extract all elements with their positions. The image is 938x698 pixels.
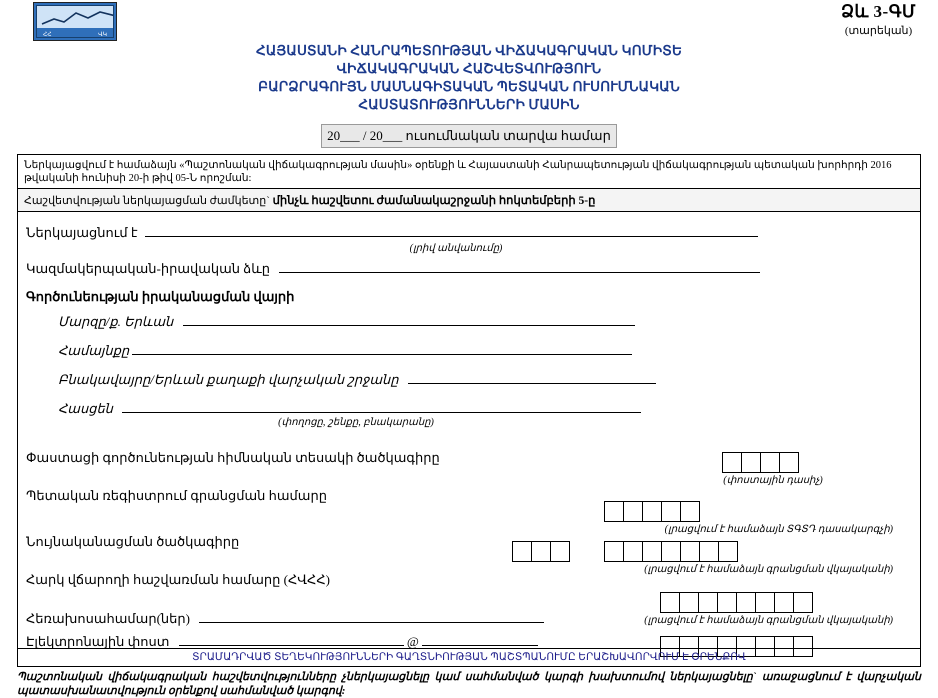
phone-label: Հեռախոսահամար(ներ)	[26, 611, 190, 626]
penalty-note: Պաշտոնական վիճակագրական հաշվետվությունները չներկայացնելը կամ սահմանված կարգի խախտումով ներկայացնելը` առաջացնում է վարչական պատասխանատվություն օրենքով սահմանված կարգով:	[17, 671, 921, 697]
page-header	[0, 0, 938, 40]
field-activity-code	[26, 450, 912, 466]
submitted-by-caption: (լրիվ անվանումը)	[409, 243, 503, 254]
email-label: Էլեկտրոնային փոստ	[26, 634, 170, 649]
title-line-4: ՀԱՍՏԱՏՈՒԹՅՈՒՆՆԵՐԻ ՄԱՍԻՆ	[358, 97, 580, 112]
identification-code-caption: (լրացվում է համաձայն գրանցման վկայականի)	[644, 615, 893, 626]
logo-left-label: ՀՀ	[43, 32, 52, 38]
field-taxpayer-number	[26, 572, 912, 588]
marz-label: Մարզը/ք. Երևան	[58, 314, 174, 329]
field-submitted-by	[26, 224, 912, 241]
activity-code-boxes[interactable]	[604, 501, 700, 522]
title-line-3: ԲԱՐՁՐԱԳՈՒՅՆ ՄԱՍՆԱԳԻՏԱԿԱՆ ՊԵՏԱԿԱՆ ՈՒՍՈՒՄՆԱԿԱՆ	[258, 79, 680, 94]
activity-code-cell[interactable]	[661, 501, 681, 522]
academic-year-field[interactable]: 20___ / 20___ ուսումնական տարվա համար	[321, 124, 617, 148]
submitted-by-input[interactable]	[145, 224, 758, 237]
identification-code-label: Նույնականացման ծածկագիրը	[26, 534, 240, 549]
field-settlement	[26, 371, 912, 388]
deadline-value: մինչև հաշվետու ժամանակաշրջանի հոկտեմբերի 5-ը	[272, 195, 596, 207]
title-line-1: ՀԱՅԱՍՏԱՆԻ ՀԱՆՐԱՊԵՏՈՒԹՅԱՆ ՎԻՃԱԿԱԳՐԱԿԱՆ ԿՈՄԻՏԵ	[255, 43, 683, 58]
address-input[interactable]	[122, 400, 641, 413]
form-code: Ձև 3-ԳՄ	[841, 2, 916, 21]
statistical-committee-logo	[33, 2, 117, 41]
marz-input[interactable]	[183, 313, 635, 326]
email-at-symbol: @	[406, 634, 419, 649]
address-caption: (փողոցը, շենքը, բնակարանը)	[278, 417, 434, 428]
field-state-registration	[26, 488, 912, 504]
email-input-domain[interactable]	[422, 633, 538, 646]
deadline-prefix: Հաշվետվության ներկայացման ժամկետը`	[24, 195, 273, 207]
logo-right-label: ՎԿ	[98, 32, 107, 38]
state-registration-label: Պետական ռեգիստրում գրանցման համարը	[26, 488, 327, 503]
postal-code-caption: (փոստային դասիչ)	[723, 475, 823, 486]
field-community	[26, 342, 912, 359]
submitted-by-label: Ներկայացնում է	[26, 225, 138, 240]
activity-code-label: Փաստացի գործունեության հիմնական տեսակի ծածկագիրը	[26, 450, 440, 465]
chart-line-icon	[40, 10, 114, 27]
activity-code-cell[interactable]	[642, 501, 662, 522]
submission-deadline	[18, 189, 920, 212]
activity-code-cell[interactable]	[680, 501, 700, 522]
activity-place-heading	[26, 289, 912, 305]
legal-note: Ներկայացվում է համաձայն «Պաշտոնական վիճակագրության մասին» օրենքի և Հայաստանի Հանրապետության վիճակագրության պետական խորհրդի 2016 թվականի հունիսի 20-ի թիվ 05-Ն որոշման:	[18, 155, 920, 189]
confidentiality-bar: ՏՐԱՄԱԴՐՎԱԾ ՏԵՂԵԿՈՒԹՅՈՒՆՆԵՐԻ ԳԱՂՏՆԻՈՒԹՅԱՆ ՊԱՇՏՊԱՆՈՒՄԸ ԵՐԱՇԽԱՎՈՐՎՈՒՄ Է ՕՐԵՆՔՈՎ	[18, 648, 920, 666]
activity-place-label: Գործունեության իրականացման վայրի	[26, 289, 295, 304]
field-marz	[26, 313, 912, 330]
state-registration-caption: (լրացվում է համաձայն գրանցման վկայականի)	[644, 564, 893, 575]
form-code-subtitle: (տարեկան)	[844, 25, 913, 37]
settlement-input[interactable]	[408, 371, 656, 384]
settlement-label: Բնակավայրը/Երևան քաղաքի վարչական շրջանը	[58, 372, 399, 387]
form-fields	[18, 212, 920, 650]
phone-input[interactable]	[199, 610, 544, 623]
field-address	[26, 400, 912, 417]
legal-form-label: Կազմակերպական-իրավական ձևը	[26, 261, 270, 276]
activity-code-caption: (լրացվում է համաձայն ՏԳՏԴ դասակարգչի)	[664, 524, 893, 535]
activity-code-cell[interactable]	[623, 501, 643, 522]
field-identification-code	[26, 534, 912, 550]
activity-code-cell[interactable]	[604, 501, 624, 522]
legal-form-input[interactable]	[279, 260, 760, 273]
field-legal-form	[26, 260, 912, 277]
community-input[interactable]	[132, 342, 632, 355]
address-label: Հասցեն	[58, 401, 113, 416]
page-title	[0, 42, 938, 114]
email-input-local[interactable]	[179, 633, 404, 646]
community-label: Համայնքը	[58, 343, 130, 358]
title-line-2: ՎԻՃԱԿԱԳՐԱԿԱՆ ՀԱՇՎԵՏՎՈՒԹՅՈՒՆ	[336, 61, 602, 76]
form-body-frame	[17, 154, 921, 667]
taxpayer-number-label: Հարկ վճարողի հաշվառման համարը (ՀՎՀՀ)	[26, 572, 331, 587]
field-phone	[26, 610, 912, 627]
form-code-block	[841, 2, 916, 37]
